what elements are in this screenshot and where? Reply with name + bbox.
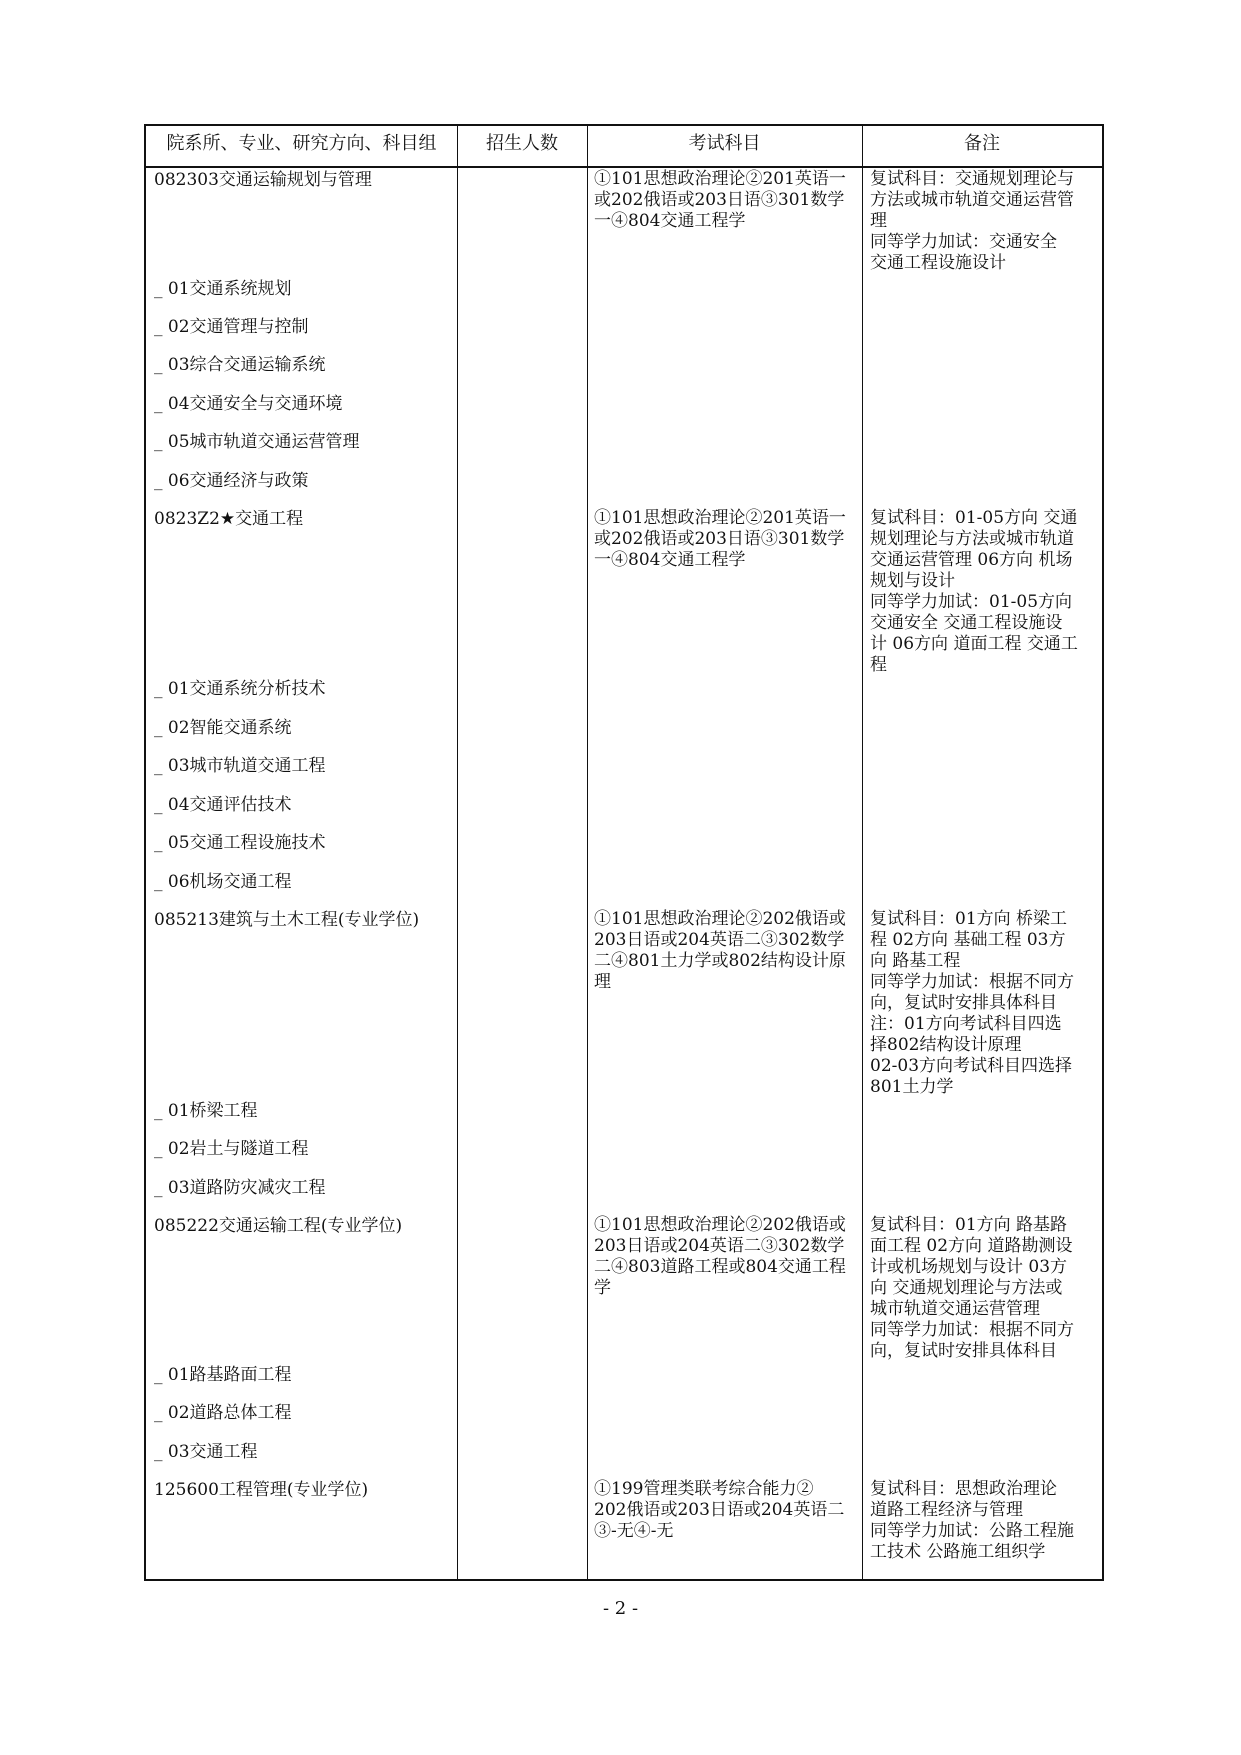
direction-item: _ 05交通工程设施技术	[154, 833, 326, 853]
direction-item: _ 02交通管理与控制	[154, 317, 309, 337]
remarks: 复试科目：01方向 路基路 面工程 02方向 道路勘测设 计或机场规划与设计 03方 向 交通规划理论与方法或 城市轨道交通运营管理 同等学力加试：根据不同方 向，复试时安排具体科目	[870, 1215, 1074, 1361]
remarks: 复试科目：01方向 桥梁工 程 02方向 基础工程 03方 向 路基工程 同等学力加试：根据不同方 向，复试时安排具体科目 注：01方向考试科目四选 择802结构设计原理 02-03方向考试科目四选择 801土力学	[870, 909, 1074, 1097]
direction-item: _ 02岩土与隧道工程	[154, 1139, 309, 1159]
major-name: 0823Z2★交通工程	[154, 509, 304, 529]
direction-item: _ 03道路防灾减灾工程	[154, 1178, 326, 1198]
page-number: - 2 -	[602, 1598, 639, 1619]
enrollment-table	[144, 124, 1104, 1581]
column-divider	[862, 126, 863, 1579]
direction-item: _ 03综合交通运输系统	[154, 355, 326, 375]
remarks: 复试科目：01-05方向 交通 规划理论与方法或城市轨道 交通运营管理 06方向 机场 规划与设计 同等学力加试：01-05方向 交通安全 交通工程设施设 计 06方向 道面工程 交通工 程	[870, 508, 1078, 675]
direction-item: _ 01路基路面工程	[154, 1365, 292, 1385]
column-divider	[457, 126, 458, 1579]
header-major: 院系所、专业、研究方向、科目组	[166, 133, 437, 154]
column-divider	[587, 126, 588, 1579]
exam-subjects: ①101思想政治理论②201英语一 或202俄语或203日语③301数学 一④804交通工程学	[594, 508, 846, 570]
remarks: 复试科目：交通规划理论与 方法或城市轨道交通运营管 理 同等学力加试：交通安全 交通工程设施设计	[870, 169, 1074, 273]
direction-item: _ 01交通系统分析技术	[154, 679, 326, 699]
header-exam: 考试科目	[688, 133, 761, 154]
major-name: 125600工程管理(专业学位)	[154, 1480, 369, 1500]
direction-item: _ 06交通经济与政策	[154, 471, 309, 491]
direction-item: _ 04交通评估技术	[154, 795, 292, 815]
major-name: 082303交通运输规划与管理	[154, 170, 372, 190]
exam-subjects: ①101思想政治理论②202俄语或 203日语或204英语二③302数学 二④801土力学或802结构设计原 理	[594, 909, 846, 992]
header-note: 备注	[964, 133, 1000, 154]
direction-item: _ 02道路总体工程	[154, 1403, 292, 1423]
direction-item: _ 01桥梁工程	[154, 1101, 258, 1121]
direction-item: _ 01交通系统规划	[154, 279, 292, 299]
exam-subjects: ①101思想政治理论②202俄语或 203日语或204英语二③302数学 二④803道路工程或804交通工程 学	[594, 1215, 846, 1298]
major-name: 085213建筑与土木工程(专业学位)	[154, 910, 420, 930]
direction-item: _ 03交通工程	[154, 1442, 258, 1462]
major-name: 085222交通运输工程(专业学位)	[154, 1216, 403, 1236]
direction-item: _ 04交通安全与交通环境	[154, 394, 343, 414]
exam-subjects: ①199管理类联考综合能力② 202俄语或203日语或204英语二 ③-无④-无	[594, 1479, 845, 1541]
direction-item: _ 05城市轨道交通运营管理	[154, 432, 360, 452]
direction-item: _ 03城市轨道交通工程	[154, 756, 326, 776]
table-header	[146, 126, 1102, 168]
direction-item: _ 06机场交通工程	[154, 872, 292, 892]
exam-subjects: ①101思想政治理论②201英语一 或202俄语或203日语③301数学 一④804交通工程学	[594, 169, 846, 231]
direction-item: _ 02智能交通系统	[154, 718, 292, 738]
header-enrollment: 招生人数	[486, 133, 558, 154]
remarks: 复试科目：思想政治理论 道路工程经济与管理 同等学力加试：公路工程施 工技术 公路施工组织学	[870, 1479, 1074, 1562]
